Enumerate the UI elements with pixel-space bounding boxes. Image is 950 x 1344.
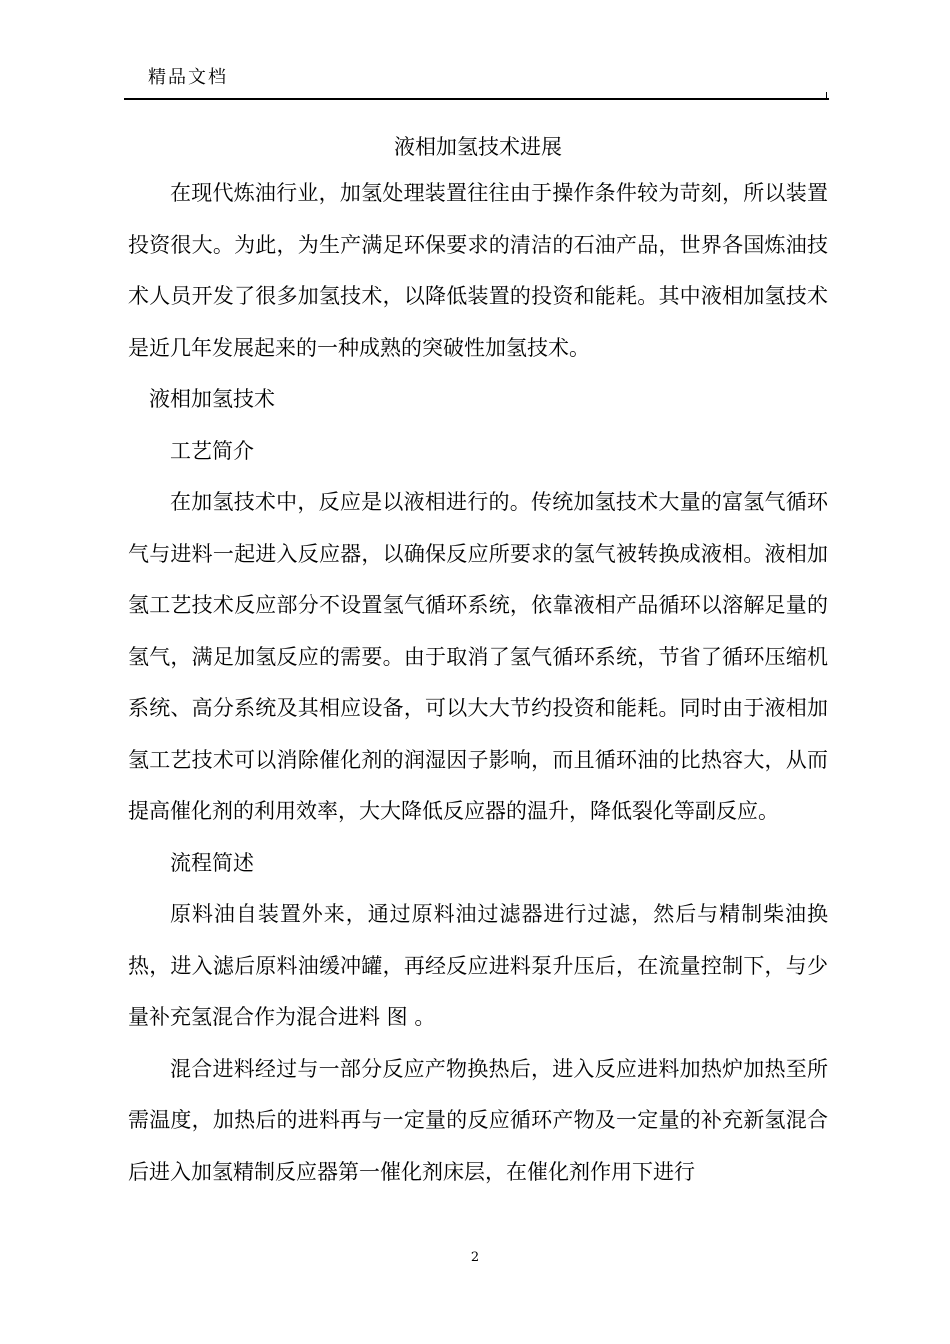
subsection-heading-process-intro: 工艺简介: [170, 438, 254, 463]
subsection-heading-flow: 流程简述: [170, 850, 254, 875]
document-body: [128, 126, 828, 1198]
page-number: 2: [470, 1250, 480, 1265]
header-divider: [124, 98, 829, 100]
flow-paragraph-2: 混合进料经过与一部分反应产物换热后，进入反应进料加热炉加热至所需温度，加热后的进料再与一定量的反应循环产物及一定量的补充新氢混合后进入加氢精制反应器第一催化剂床层，在催化剂作用下进行: [128, 1056, 828, 1184]
process-intro-paragraph: 在加氢技术中，反应是以液相进行的。传统加氢技术大量的富氢气循环气与进料一起进入反应器，以确保反应所要求的氢气被转换成液相。液相加氢工艺技术反应部分不设置氢气循环系统，依靠液相产品循环以溶解足量的氢气，满足加氢反应的需要。由于取消了氢气循环系统，节省了循环压缩机系统、高分系统及其相应设备，可以大大节约投资和能耗。同时由于液相加氢工艺技术可以消除催化剂的润湿因子影响，而且循环油的比热容大，从而提高催化剂的利用效率，大大降低反应器的温升，降低裂化等副反应。: [128, 490, 828, 823]
intro-paragraph: 在现代炼油行业，加氢处理装置往往由于操作条件较为苛刻，所以装置投资很大。为此，为生产满足环保要求的清洁的石油产品，世界各国炼油技术人员开发了很多加氢技术，以降低装置的投资和能耗。其中液相加氢技术是近几年发展起来的一种成熟的突破性加氢技术。: [128, 181, 828, 360]
page-header-label: 精品文档: [148, 67, 228, 88]
flow-paragraph-1: 原料油自装置外来，通过原料油过滤器进行过滤，然后与精制柴油换热，进入滤后原料油缓冲罐，再经反应进料泵升压后，在流量控制下，与少量补充氢混合作为混合进料 图 。: [128, 902, 828, 1029]
section-heading: 液相加氢技术: [149, 387, 275, 411]
document-title: 液相加氢技术进展: [394, 135, 562, 159]
header-divider-tick: [826, 92, 827, 100]
